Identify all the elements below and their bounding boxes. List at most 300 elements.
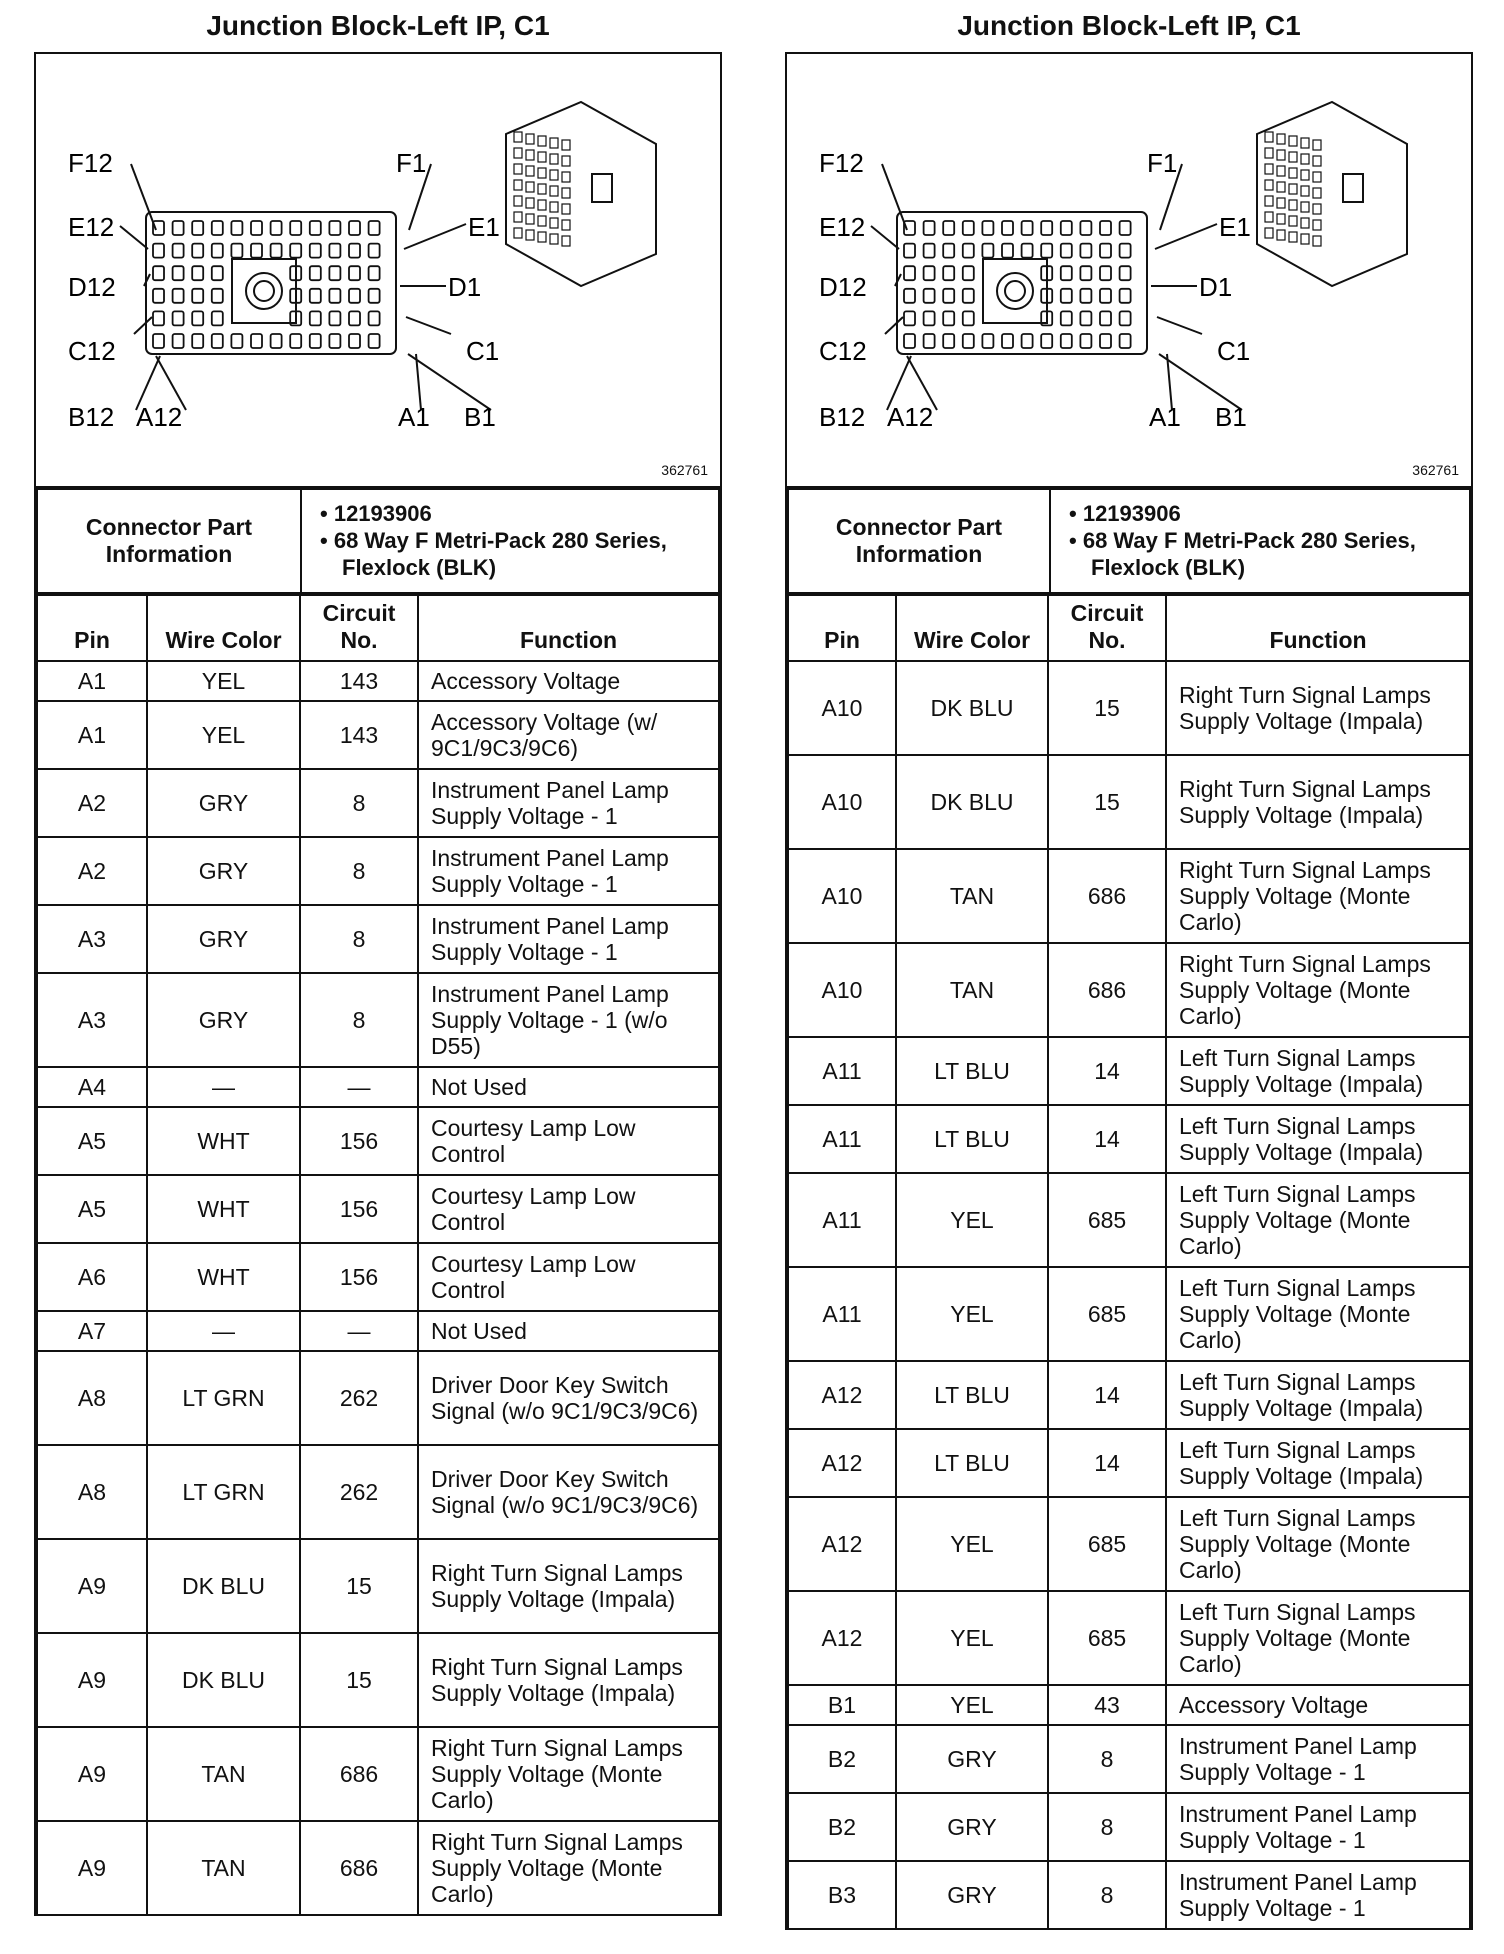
pin-cavity xyxy=(369,221,380,235)
circuit-cell: 143 xyxy=(300,661,418,701)
wire-color-cell: YEL xyxy=(896,1497,1048,1591)
pin-cavity xyxy=(212,334,223,348)
pin-cavity xyxy=(924,289,935,303)
pin-cavity xyxy=(329,289,340,303)
pin-cavity xyxy=(310,244,321,258)
inset-cavity xyxy=(526,134,534,144)
pin-cavity xyxy=(943,244,954,258)
inset-cavity xyxy=(1289,200,1297,210)
pin-cavity xyxy=(212,311,223,325)
wire-color-cell: WHT xyxy=(147,1243,300,1311)
pin-label-d12: D12 xyxy=(68,272,116,302)
inset-latch xyxy=(592,174,612,202)
header-function: Function xyxy=(418,595,719,661)
pin-row xyxy=(788,1725,1470,1793)
circuit-cell: 262 xyxy=(300,1445,418,1539)
circuit-cell: 14 xyxy=(1048,1429,1166,1497)
pin-row xyxy=(788,1591,1470,1685)
circuit-cell: 15 xyxy=(1048,755,1166,849)
circuit-cell: 43 xyxy=(1048,1685,1166,1725)
pin-cavity xyxy=(349,311,360,325)
pin-label-a1: A1 xyxy=(1149,402,1181,432)
function-cell: Right Turn Signal Lamps Supply Voltage (Impala) xyxy=(1166,755,1470,849)
pin-cavity xyxy=(349,221,360,235)
function-cell: Instrument Panel Lamp Supply Voltage - 1 xyxy=(1166,1861,1470,1929)
pin-cavity xyxy=(982,334,993,348)
inset-cavity xyxy=(550,218,558,228)
function-cell: Not Used xyxy=(418,1311,719,1351)
inset-cavity xyxy=(1301,234,1309,244)
pin-cavity xyxy=(1080,244,1091,258)
pin-label-b12: B12 xyxy=(819,402,866,432)
pin-label-c1: C1 xyxy=(1217,336,1251,366)
inset-cavity xyxy=(526,182,534,192)
wire-color-cell: YEL xyxy=(147,701,300,769)
circuit-cell: 686 xyxy=(300,1821,418,1915)
wire-color-cell: GRY xyxy=(896,1725,1048,1793)
inset-cavity xyxy=(562,188,570,198)
function-cell: Right Turn Signal Lamps Supply Voltage (Monte Carlo) xyxy=(418,1821,719,1915)
function-cell: Instrument Panel Lamp Supply Voltage - 1 xyxy=(418,769,719,837)
circuit-cell: 8 xyxy=(1048,1725,1166,1793)
circuit-cell: 685 xyxy=(1048,1497,1166,1591)
function-cell: Accessory Voltage xyxy=(418,661,719,701)
connector-info-table xyxy=(787,488,1471,594)
callout-line xyxy=(131,164,156,230)
pin-row xyxy=(788,1105,1470,1173)
pin-cavity xyxy=(271,244,282,258)
pin-cell: A12 xyxy=(788,1497,896,1591)
wire-color-cell: — xyxy=(147,1067,300,1107)
circuit-cell: 14 xyxy=(1048,1361,1166,1429)
pin-label-c12: C12 xyxy=(68,336,116,366)
header-circuit-no: Circuit No. xyxy=(300,595,418,661)
function-cell: Left Turn Signal Lamps Supply Voltage (Monte Carlo) xyxy=(1166,1591,1470,1685)
pin-cavity xyxy=(290,244,301,258)
pin-cavity xyxy=(1120,221,1131,235)
pin-row xyxy=(37,701,719,769)
inset-cavity xyxy=(562,156,570,166)
pin-cavity xyxy=(963,334,974,348)
pin-row xyxy=(788,1497,1470,1591)
pin-cavity xyxy=(904,311,915,325)
function-cell: Right Turn Signal Lamps Supply Voltage (Monte Carlo) xyxy=(418,1727,719,1821)
inset-cavity xyxy=(514,132,522,142)
pin-cell: A3 xyxy=(37,905,147,973)
left-connector-panel xyxy=(34,0,722,1916)
pin-row xyxy=(788,1037,1470,1105)
inset-cavity xyxy=(526,214,534,224)
pin-cavity xyxy=(290,221,301,235)
pin-cell: A2 xyxy=(37,769,147,837)
pin-cell: A11 xyxy=(788,1037,896,1105)
pin-label-c12: C12 xyxy=(819,336,867,366)
pin-cavity xyxy=(943,289,954,303)
pin-cell: A5 xyxy=(37,1107,147,1175)
function-cell: Instrument Panel Lamp Supply Voltage - 1 (w/o D55) xyxy=(418,973,719,1067)
wire-color-cell: YEL xyxy=(896,1267,1048,1361)
pin-cavity xyxy=(904,334,915,348)
inset-cavity xyxy=(538,216,546,226)
inset-cavity xyxy=(562,140,570,150)
pin-row xyxy=(37,1067,719,1107)
pin-cavity xyxy=(329,244,340,258)
pin-label-a12: A12 xyxy=(887,402,934,432)
pin-cavity xyxy=(251,221,262,235)
pin-cell: A9 xyxy=(37,1633,147,1727)
pin-label-d12: D12 xyxy=(819,272,867,302)
pin-cavity xyxy=(192,311,203,325)
function-cell: Left Turn Signal Lamps Supply Voltage (Impala) xyxy=(1166,1429,1470,1497)
pin-label-b1: B1 xyxy=(464,402,496,432)
pin-label-e12: E12 xyxy=(819,212,866,242)
center-latch xyxy=(983,259,1047,323)
pin-label-b1: B1 xyxy=(1215,402,1247,432)
pin-cavity xyxy=(173,244,184,258)
wire-color-cell: TAN xyxy=(147,1821,300,1915)
pin-row xyxy=(788,661,1470,755)
latch-ring xyxy=(997,273,1033,309)
inset-cavity xyxy=(514,196,522,206)
circuit-cell: 262 xyxy=(300,1351,418,1445)
pin-cell: A10 xyxy=(788,943,896,1037)
callout-line xyxy=(1155,224,1217,249)
circuit-cell: 686 xyxy=(300,1727,418,1821)
inset-outline xyxy=(1257,102,1407,286)
circuit-cell: 156 xyxy=(300,1107,418,1175)
pin-cavity xyxy=(153,334,164,348)
pinout-table xyxy=(36,594,720,1916)
center-latch xyxy=(232,259,296,323)
pin-cavity xyxy=(1100,244,1111,258)
pin-cavity xyxy=(1041,334,1052,348)
pin-cell: A4 xyxy=(37,1067,147,1107)
pin-cell: A6 xyxy=(37,1243,147,1311)
inset-cavity xyxy=(1277,166,1285,176)
inset-cavity xyxy=(550,234,558,244)
header-wire-color: Wire Color xyxy=(147,595,300,661)
function-cell: Right Turn Signal Lamps Supply Voltage (Impala) xyxy=(1166,661,1470,755)
function-cell: Instrument Panel Lamp Supply Voltage - 1 xyxy=(1166,1725,1470,1793)
wire-color-cell: GRY xyxy=(896,1861,1048,1929)
function-cell: Right Turn Signal Lamps Supply Voltage (Impala) xyxy=(418,1539,719,1633)
pin-cavity xyxy=(924,311,935,325)
inset-cavity xyxy=(1289,216,1297,226)
circuit-cell: 14 xyxy=(1048,1037,1166,1105)
function-cell: Left Turn Signal Lamps Supply Voltage (Impala) xyxy=(1166,1361,1470,1429)
pin-cavity xyxy=(329,334,340,348)
pin-cavity xyxy=(1120,311,1131,325)
pin-cavity xyxy=(173,334,184,348)
pin-cavity xyxy=(349,244,360,258)
wire-color-cell: DK BLU xyxy=(896,755,1048,849)
pin-cavity xyxy=(369,289,380,303)
pin-cell: A9 xyxy=(37,1539,147,1633)
header-pin: Pin xyxy=(37,595,147,661)
wire-color-cell: LT BLU xyxy=(896,1037,1048,1105)
inset-cavity xyxy=(1289,184,1297,194)
pin-cavity xyxy=(1120,289,1131,303)
function-cell: Not Used xyxy=(418,1067,719,1107)
pin-cavity xyxy=(924,221,935,235)
pin-cavity xyxy=(1080,311,1091,325)
inset-cavity xyxy=(1313,140,1321,150)
callout-line xyxy=(406,317,451,334)
pin-cell: A10 xyxy=(788,849,896,943)
pin-cavity xyxy=(982,221,993,235)
pin-cavity xyxy=(1061,289,1072,303)
pin-cavity xyxy=(1100,289,1111,303)
inset-cavity xyxy=(1265,180,1273,190)
pin-cavity xyxy=(1061,266,1072,280)
pin-cavity xyxy=(1061,334,1072,348)
pin-cavity xyxy=(369,266,380,280)
inset-cavity xyxy=(538,184,546,194)
inset-cavity xyxy=(1265,196,1273,206)
pin-row xyxy=(788,943,1470,1037)
function-cell: Instrument Panel Lamp Supply Voltage - 1 xyxy=(1166,1793,1470,1861)
pin-cell: B1 xyxy=(788,1685,896,1725)
pin-cavity xyxy=(310,266,321,280)
pin-cell: A10 xyxy=(788,661,896,755)
wire-color-cell: YEL xyxy=(896,1591,1048,1685)
function-cell: Left Turn Signal Lamps Supply Voltage (Impala) xyxy=(1166,1105,1470,1173)
inset-cavity xyxy=(1313,236,1321,246)
inset-cavity xyxy=(1313,172,1321,182)
pin-label-f12: F12 xyxy=(819,148,864,178)
pin-cell: A9 xyxy=(37,1821,147,1915)
circuit-cell: 8 xyxy=(300,905,418,973)
pin-cavity xyxy=(329,311,340,325)
connector-face-drawing xyxy=(787,54,1473,486)
pin-cavity xyxy=(924,244,935,258)
inset-cavity xyxy=(1277,214,1285,224)
wire-color-cell: YEL xyxy=(896,1173,1048,1267)
wire-color-cell: DK BLU xyxy=(147,1633,300,1727)
pin-row xyxy=(37,905,719,973)
pin-cell: A12 xyxy=(788,1361,896,1429)
pin-cavity xyxy=(1061,221,1072,235)
function-cell: Left Turn Signal Lamps Supply Voltage (Impala) xyxy=(1166,1037,1470,1105)
pin-cell: A5 xyxy=(37,1175,147,1243)
pin-cell: A9 xyxy=(37,1727,147,1821)
inset-cavity xyxy=(1277,230,1285,240)
panel-frame xyxy=(34,52,722,1916)
pin-row xyxy=(788,1267,1470,1361)
pin-row xyxy=(788,1429,1470,1497)
inset-cavity xyxy=(562,172,570,182)
pin-row xyxy=(37,1633,719,1727)
pin-cell: A11 xyxy=(788,1105,896,1173)
inset-cavity xyxy=(538,232,546,242)
pin-cavity xyxy=(369,244,380,258)
pin-cavity xyxy=(153,266,164,280)
pin-cavity xyxy=(251,334,262,348)
circuit-cell: 15 xyxy=(300,1633,418,1727)
header-function: Function xyxy=(1166,595,1470,661)
latch-ring xyxy=(246,273,282,309)
function-cell: Left Turn Signal Lamps Supply Voltage (Monte Carlo) xyxy=(1166,1173,1470,1267)
inset-cavity xyxy=(1301,218,1309,228)
function-cell: Driver Door Key Switch Signal (w/o 9C1/9C3/9C6) xyxy=(418,1445,719,1539)
pin-row xyxy=(37,769,719,837)
inset-cavity xyxy=(562,204,570,214)
circuit-cell: 156 xyxy=(300,1175,418,1243)
pin-cavity xyxy=(349,289,360,303)
inset-cavity xyxy=(1301,154,1309,164)
circuit-cell: 8 xyxy=(300,769,418,837)
panel-title: Junction Block-Left IP, C1 xyxy=(957,10,1301,41)
inset-cavity xyxy=(538,136,546,146)
inset-cavity xyxy=(550,170,558,180)
pin-cavity xyxy=(290,334,301,348)
function-cell: Courtesy Lamp Low Control xyxy=(418,1107,719,1175)
pin-label-c1: C1 xyxy=(466,336,500,366)
latch-hole xyxy=(1005,281,1025,301)
pin-cell: A8 xyxy=(37,1351,147,1445)
pin-cavity xyxy=(173,311,184,325)
inset-outline xyxy=(506,102,656,286)
wire-color-cell: TAN xyxy=(147,1727,300,1821)
pin-cavity xyxy=(963,244,974,258)
inset-cavity xyxy=(538,168,546,178)
pin-row xyxy=(788,1793,1470,1861)
function-cell: Right Turn Signal Lamps Supply Voltage (Monte Carlo) xyxy=(1166,943,1470,1037)
wire-color-cell: GRY xyxy=(147,973,300,1067)
function-cell: Courtesy Lamp Low Control xyxy=(418,1175,719,1243)
inset-cavity xyxy=(1289,168,1297,178)
inset-cavity xyxy=(538,200,546,210)
wire-color-cell: WHT xyxy=(147,1107,300,1175)
wire-color-cell: TAN xyxy=(896,943,1048,1037)
inset-cavity xyxy=(526,230,534,240)
circuit-cell: 8 xyxy=(1048,1861,1166,1929)
pin-row xyxy=(37,1351,719,1445)
pin-label-a12: A12 xyxy=(136,402,183,432)
inset-cavity xyxy=(1265,132,1273,142)
inset-cavity xyxy=(514,180,522,190)
inset-cavity xyxy=(1265,164,1273,174)
pin-row xyxy=(788,1361,1470,1429)
inset-cavity xyxy=(1277,198,1285,208)
circuit-cell: 8 xyxy=(300,837,418,905)
inset-cavity xyxy=(1301,170,1309,180)
pin-cavity xyxy=(1120,244,1131,258)
pin-cavity xyxy=(271,334,282,348)
pin-cavity xyxy=(1022,334,1033,348)
pin-row xyxy=(37,1175,719,1243)
inset-cavity xyxy=(1289,152,1297,162)
inset-cavity xyxy=(550,138,558,148)
part-number: • 12193906 xyxy=(320,500,432,526)
pin-cavity xyxy=(173,221,184,235)
wire-color-cell: GRY xyxy=(147,837,300,905)
inset-cavity xyxy=(562,236,570,246)
connector-face-drawing xyxy=(36,54,722,486)
pin-cavity xyxy=(310,221,321,235)
pin-cavity xyxy=(904,266,915,280)
inset-cavity xyxy=(550,154,558,164)
connector-info-label: Connector Part Information xyxy=(788,489,1050,593)
circuit-cell: 8 xyxy=(1048,1793,1166,1861)
pin-cavity xyxy=(153,311,164,325)
connector-diagram xyxy=(787,54,1471,488)
pin-cavity xyxy=(1080,334,1091,348)
inset-cavity xyxy=(1277,182,1285,192)
inset-cavity xyxy=(514,228,522,238)
wire-color-cell: LT BLU xyxy=(896,1105,1048,1173)
panel-frame xyxy=(785,52,1473,1930)
pin-cavity xyxy=(904,244,915,258)
pin-cavity xyxy=(192,266,203,280)
pin-cavity xyxy=(153,289,164,303)
pin-cavity xyxy=(329,266,340,280)
callout-line xyxy=(885,317,903,334)
circuit-cell: 686 xyxy=(1048,943,1166,1037)
pin-label-e12: E12 xyxy=(68,212,115,242)
pin-cell: B3 xyxy=(788,1861,896,1929)
inset-cavity xyxy=(1277,134,1285,144)
inset-cavity xyxy=(1277,150,1285,160)
pin-cavity xyxy=(904,289,915,303)
pin-cavity xyxy=(349,334,360,348)
pin-cavity xyxy=(1022,221,1033,235)
pin-cavity xyxy=(192,244,203,258)
wire-color-cell: GRY xyxy=(896,1793,1048,1861)
wire-color-cell: DK BLU xyxy=(147,1539,300,1633)
pin-cell: B2 xyxy=(788,1725,896,1793)
pin-cavity xyxy=(1061,311,1072,325)
pin-cell: A1 xyxy=(37,661,147,701)
inset-cavity xyxy=(1313,188,1321,198)
pin-label-f1: F1 xyxy=(396,148,427,178)
pin-cell: A11 xyxy=(788,1173,896,1267)
pin-row xyxy=(37,661,719,701)
pin-label-e1: E1 xyxy=(1219,212,1251,242)
wire-color-cell: LT BLU xyxy=(896,1429,1048,1497)
pin-cavity xyxy=(1120,266,1131,280)
wire-color-cell: LT GRN xyxy=(147,1351,300,1445)
pin-cavity xyxy=(192,289,203,303)
circuit-cell: 686 xyxy=(1048,849,1166,943)
pin-cavity xyxy=(963,311,974,325)
pin-cavity xyxy=(329,221,340,235)
callout-line xyxy=(120,226,148,249)
pin-label-f12: F12 xyxy=(68,148,113,178)
pin-cavity xyxy=(1002,221,1013,235)
pin-label-b12: B12 xyxy=(68,402,115,432)
pin-cavity xyxy=(1120,334,1131,348)
pin-cavity xyxy=(153,244,164,258)
wire-color-cell: TAN xyxy=(896,849,1048,943)
callout-line xyxy=(871,226,899,249)
inset-cavity xyxy=(526,198,534,208)
circuit-cell: 15 xyxy=(1048,661,1166,755)
function-cell: Instrument Panel Lamp Supply Voltage - 1 xyxy=(418,905,719,973)
pin-label-f1: F1 xyxy=(1147,148,1178,178)
pin-cavity xyxy=(943,266,954,280)
pin-cavity xyxy=(924,266,935,280)
pin-cell: B2 xyxy=(788,1793,896,1861)
function-cell: Right Turn Signal Lamps Supply Voltage (Impala) xyxy=(418,1633,719,1727)
pin-row xyxy=(37,1445,719,1539)
callout-line xyxy=(404,224,466,249)
circuit-cell: 156 xyxy=(300,1243,418,1311)
pin-row xyxy=(37,973,719,1067)
circuit-cell: — xyxy=(300,1067,418,1107)
connector-inset-icon xyxy=(1257,102,1407,286)
inset-cavity xyxy=(1313,156,1321,166)
